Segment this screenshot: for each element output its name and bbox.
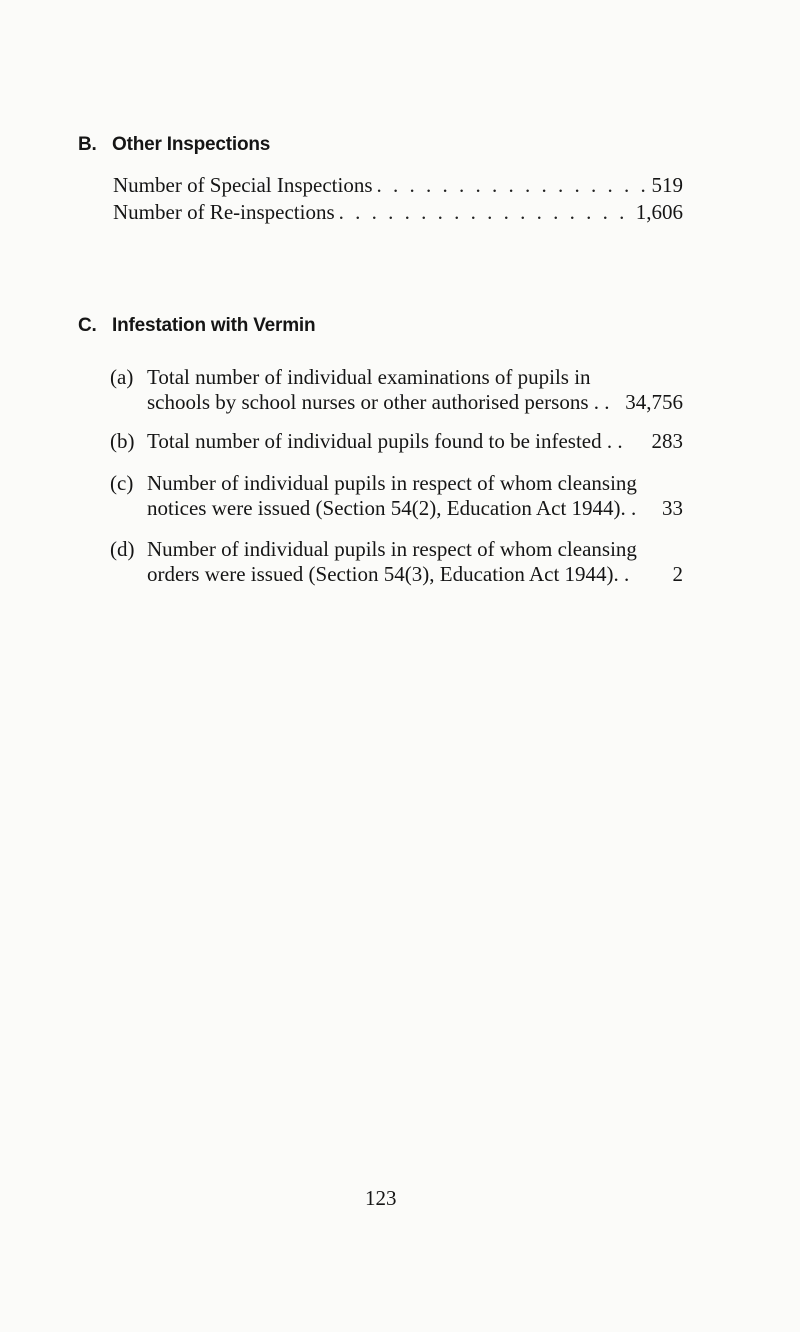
re-inspections-row [113, 200, 683, 225]
re-inspections-label: Number of Re-inspections [113, 200, 335, 224]
item-c-text [147, 471, 683, 521]
item-d-text [147, 537, 683, 587]
special-inspections-row [113, 173, 683, 198]
item-a-text [147, 365, 683, 415]
section-b-letter: B. [78, 134, 97, 155]
section-c-title: Infestation with Vermin [112, 315, 316, 336]
item-d-line2: orders were issued (Section 54(3), Education Act 1944). . [147, 562, 630, 586]
item-b [110, 429, 683, 457]
item-c-value: 33 [662, 496, 683, 520]
item-c-line1-row [147, 471, 683, 496]
item-b-value: 283 [651, 429, 683, 453]
item-d-marker: (d) [110, 537, 135, 561]
item-a-line1-row [147, 365, 683, 390]
item-b-line1-row [147, 429, 683, 454]
item-c-marker: (c) [110, 471, 134, 495]
item-b-line1: Total number of individual pupils found to be infested . . [147, 429, 623, 453]
item-c-line2: notices were issued (Section 54(2), Education Act 1944). . [147, 496, 637, 520]
special-inspections-label: Number of Special Inspections [113, 173, 373, 197]
section-b-heading [78, 134, 270, 156]
item-a-value: 34,756 [625, 390, 683, 414]
item-b-marker: (b) [110, 429, 135, 453]
section-c-letter: C. [78, 315, 97, 336]
item-a-line2: schools by school nurses or other authorised persons . . [147, 390, 610, 414]
item-a-line2-row [147, 390, 683, 415]
item-b-text [147, 429, 683, 454]
item-c-line1: Number of individual pupils in respect of whom cleansing [147, 471, 637, 495]
item-a-line1: Total number of individual examinations of pupils in [147, 365, 591, 389]
item-d-line1: Number of individual pupils in respect of whom cleansing [147, 537, 637, 561]
item-a [110, 365, 683, 421]
item-d [110, 537, 683, 593]
page-number: 123 [365, 1186, 397, 1210]
item-d-value: 2 [672, 562, 683, 586]
item-d-line1-row [147, 537, 683, 562]
item-a-marker: (a) [110, 365, 134, 389]
item-c-line2-row [147, 496, 683, 521]
item-d-line2-row [147, 562, 683, 587]
section-c-heading [78, 315, 315, 337]
re-inspections-value: 1,606 [635, 200, 683, 224]
special-inspections-value: 519 [651, 173, 683, 197]
section-b-title: Other Inspections [112, 134, 271, 155]
leader-dots [335, 200, 636, 225]
leader-dots [373, 173, 652, 198]
item-c [110, 471, 683, 527]
